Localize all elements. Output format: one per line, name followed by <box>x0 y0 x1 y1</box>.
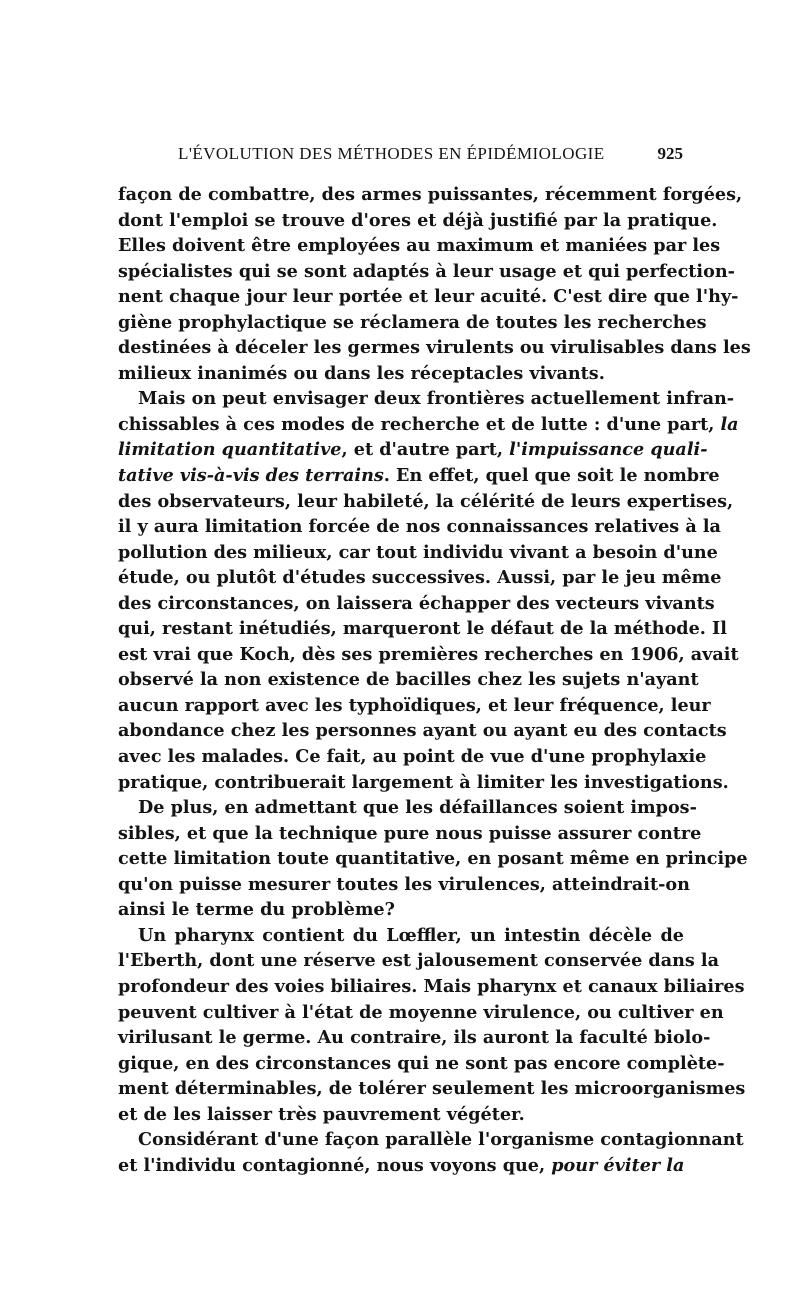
text-run: il y aura limitation forcée de nos connaissances relatives à la <box>118 516 721 538</box>
italic-phrase: pour éviter la <box>551 1154 685 1176</box>
text-line <box>118 284 739 310</box>
text-line <box>118 310 707 336</box>
text-line <box>118 565 722 591</box>
text-run: abondance chez les personnes ayant ou ayant eu des contacts <box>118 720 727 742</box>
text-run: façon de combattre, des armes puissantes, récemment forgées, <box>118 184 743 205</box>
text-line <box>118 1102 684 1128</box>
text-line <box>118 642 739 668</box>
text-line <box>118 795 697 821</box>
text-run: cette limitation toute quantitative, en posant même en principe <box>118 848 748 870</box>
text-run: . En effet, quel que soit le nombre <box>383 465 720 487</box>
text-line <box>118 182 743 208</box>
text-run: ment déterminables, de tolérer seulement les microorganismes <box>118 1078 746 1100</box>
text-run: pollution des milieux, car tout individu vivant a besoin d'une <box>118 541 718 563</box>
text-line <box>118 489 734 515</box>
running-head <box>118 144 683 170</box>
text-run: avec les malades. Ce fait, au point de vue d'une prophylaxie <box>118 746 707 768</box>
text-run: observé la non existence de bacilles chez les sujets n'ayant <box>118 669 699 691</box>
text-run: étude, ou plutôt d'études successives. Aussi, par le jeu même <box>118 567 722 589</box>
text-line <box>118 667 699 693</box>
text-line <box>118 463 720 489</box>
text-run: sibles, et que la technique pure nous puisse assurer contre <box>118 822 702 844</box>
text-line <box>118 693 711 719</box>
text-line <box>118 1076 746 1102</box>
text-line <box>118 718 727 744</box>
body-text <box>118 182 751 1178</box>
text-run: qu'on puisse mesurer toutes les virulences, atteindrait-on <box>118 873 690 895</box>
text-line <box>118 616 727 642</box>
text-line <box>118 233 721 259</box>
text-run: De plus, en admettant que les défaillances soient impos- <box>138 797 697 819</box>
text-run: , et d'autre part, <box>341 439 510 461</box>
text-run: Elles doivent être employées au maximum et maniées par les <box>118 235 721 257</box>
text-run: et de les laisser très pauvrement végéter. <box>118 1103 525 1125</box>
text-run: des circonstances, on laissera échapper des vecteurs vivants <box>118 592 715 614</box>
text-run: spécialistes qui se sont adaptés à leur usage et qui perfection- <box>118 260 735 282</box>
italic-phrase: limitation quantitative <box>118 439 342 461</box>
text-line <box>118 821 702 847</box>
text-line <box>118 1000 724 1026</box>
text-run: destinées à déceler les germes virulents ou virulisables dans les <box>118 337 751 359</box>
running-title: L'ÉVOLUTION DES MÉTHODES EN ÉPIDÉMIOLOGIE <box>178 144 605 163</box>
text-run: Mais on peut envisager deux frontières actuellement infran- <box>138 388 735 410</box>
text-run: dont l'emploi se trouve d'ores et déjà justifié par la pratique. <box>118 209 718 231</box>
italic-phrase: la <box>720 413 739 435</box>
text-run: giène prophylactique se réclamera de toutes les recherches <box>118 311 707 333</box>
italic-phrase: l'impuissance quali- <box>509 439 708 461</box>
text-run: est vrai que Koch, dès ses premières recherches en 1906, avait <box>118 643 739 665</box>
text-line <box>118 412 739 438</box>
text-run: des observateurs, leur habileté, la célérité de leurs expertises, <box>118 490 734 512</box>
text-line <box>118 948 719 974</box>
text-line <box>118 1025 711 1051</box>
page-number: 925 <box>657 144 683 163</box>
text-run: profondeur des voies biliaires. Mais pharynx et canaux biliaires <box>118 975 745 997</box>
text-line <box>118 846 748 872</box>
text-run: nent chaque jour leur portée et leur acuité. C'est dire que l'hy- <box>118 286 739 308</box>
text-line <box>118 744 707 770</box>
text-run: milieux inanimés ou dans les réceptacles vivants. <box>118 362 605 384</box>
text-run: ainsi le terme du problème? <box>118 899 395 921</box>
text-line <box>118 1127 744 1153</box>
text-line <box>118 361 684 387</box>
text-run: pratique, contribuerait largement à limiter les investigations. <box>118 771 729 793</box>
text-run: Considérant d'une façon parallèle l'organisme contagionnant <box>138 1129 744 1151</box>
text-run: l'Eberth, dont une réserve est jalousement conservée dans la <box>118 950 719 972</box>
text-run: et l'individu contagionné, nous voyons que, <box>118 1154 552 1176</box>
text-line <box>118 897 684 923</box>
text-run: peuvent cultiver à l'état de moyenne virulence, ou cultiver en <box>118 1001 724 1023</box>
text-line <box>118 540 718 566</box>
text-line <box>118 386 735 412</box>
text-run: aucun rapport avec les typhoïdiques, et leur fréquence, leur <box>118 694 711 716</box>
text-line <box>118 770 729 796</box>
text-line <box>118 259 735 285</box>
text-line <box>118 1153 684 1179</box>
text-line <box>118 923 684 949</box>
text-line <box>118 872 690 898</box>
text-line <box>118 437 708 463</box>
text-run: virilusant le germe. Au contraire, ils auront la faculté biolo- <box>118 1027 711 1049</box>
text-run: gique, en des circonstances qui ne sont pas encore complète- <box>118 1052 725 1074</box>
text-line <box>118 335 751 361</box>
text-line <box>118 208 718 234</box>
text-line <box>118 591 715 617</box>
text-line <box>118 514 721 540</box>
text-line <box>118 974 745 1000</box>
text-line <box>118 1051 725 1077</box>
text-run: chissables à ces modes de recherche et de lutte : d'une part, <box>118 413 721 435</box>
text-run: qui, restant inétudiés, marqueront le défaut de la méthode. Il <box>118 618 727 640</box>
italic-phrase: tative vis-à-vis des terrains <box>118 465 384 487</box>
text-run: Un pharynx contient du Lœffler, un intestin décèle de <box>138 924 684 946</box>
